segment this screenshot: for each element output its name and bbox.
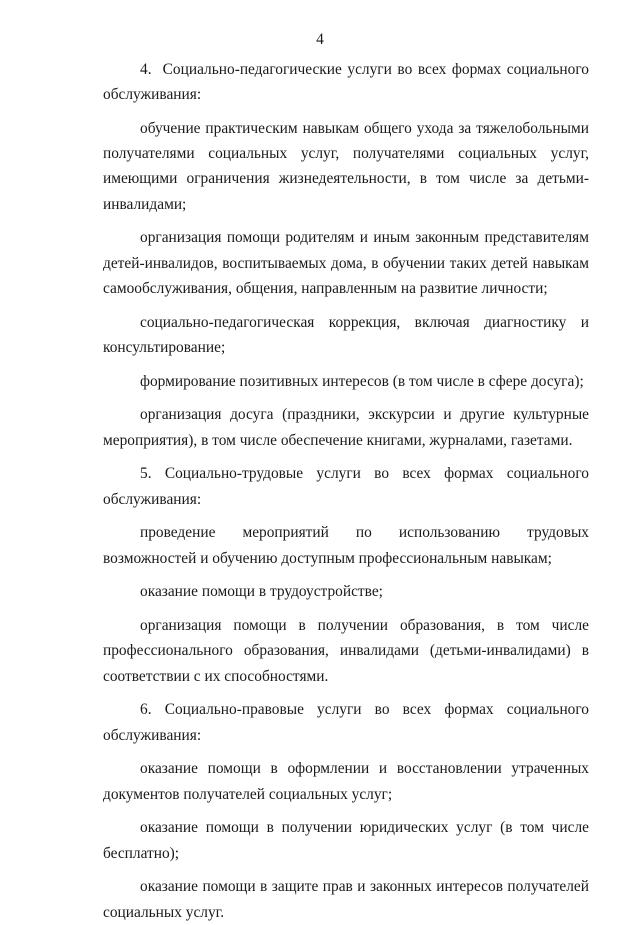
section-heading-5: 5. Социально-трудовые услуги во всех формах социального обслуживания: (103, 465, 589, 508)
list-item: оказание помощи в защите прав и законных интересов получателей социальных услуг. (103, 878, 589, 921)
list-item: оказание помощи в оформлении и восстановлении утраченных документов получателей социальных услуг; (103, 760, 589, 803)
list-item: оказание помощи в трудоустройстве; (140, 583, 383, 601)
page-number: 4 (316, 31, 324, 48)
list-item: организация досуга (праздники, экскурсии и другие культурные мероприятия), в том числе обеспечение книгами, журналами, газетами. (103, 406, 589, 449)
list-item: обучение практическим навыкам общего ухода за тяжелобольными получателями социальных услуг, получателями социальных услуг, имеющими ограничения жизнедеятельности, в том числе за детьми-инвалидами; (103, 120, 589, 213)
list-item: организация помощи родителям и иным законным представителям детей-инвалидов, воспитываемых дома, в обучении таких детей навыкам самообслуживания, общения, направленным на развитие личности; (103, 229, 589, 297)
list-item: социально-педагогическая коррекция, включая диагностику и консультирование; (103, 313, 589, 356)
section-heading-4: 4. Социально-педагогические услуги во всех формах социального обслуживания: (103, 61, 589, 104)
document-body (103, 57, 589, 925)
list-item: оказание помощи в получении юридических услуг (в том числе бесплатно); (103, 819, 589, 862)
section-heading-6: 6. Социально-правовые услуги во всех формах социального обслуживания: (103, 701, 589, 744)
list-item: проведение мероприятий по использованию трудовых возможностей и обучению доступным профессиональным навыкам; (103, 524, 589, 567)
list-item: формирование позитивных интересов (в том числе в сфере досуга); (140, 372, 584, 390)
list-item: организация помощи в получении образования, в том числе профессионального образования, инвалидами (детьми-инвалидами) в соответствии с их способностями. (103, 617, 589, 685)
